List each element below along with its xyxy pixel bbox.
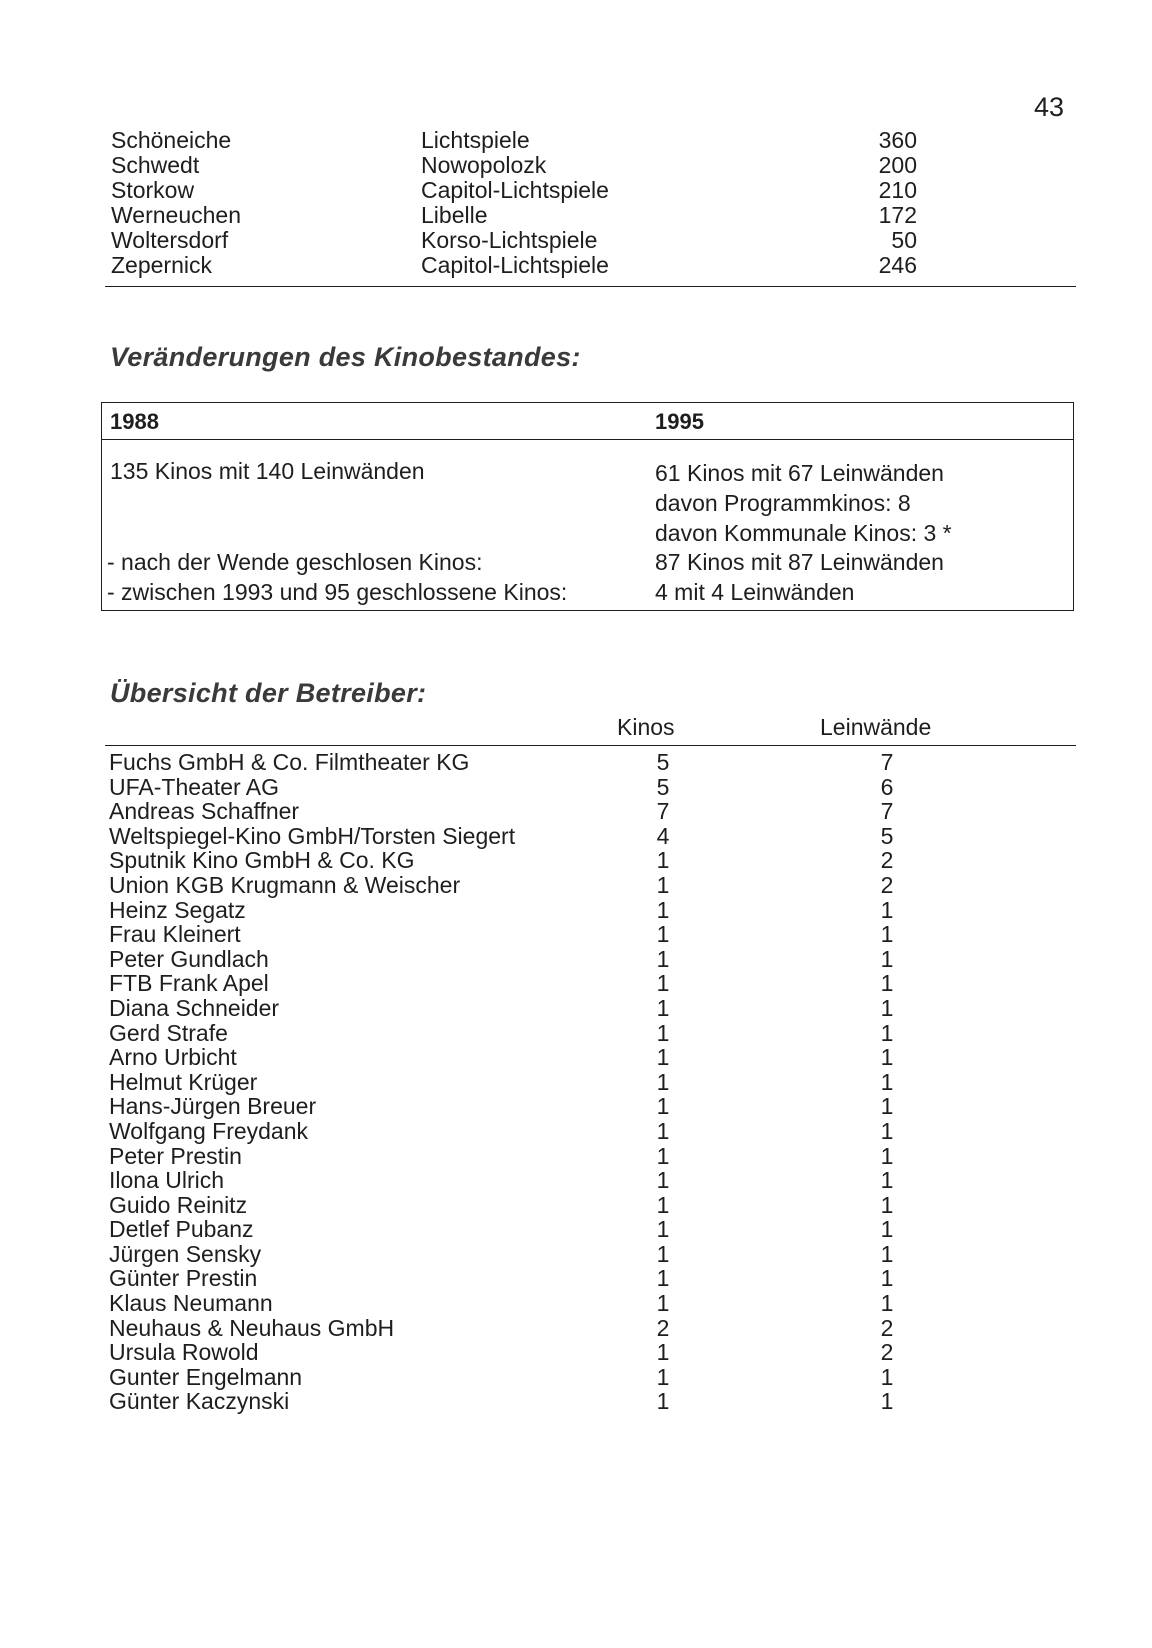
operator-row [105, 1316, 1076, 1341]
operator-row [105, 922, 1076, 947]
cinema-town: Schöneiche [111, 127, 232, 153]
operator-screens: 1 [880, 1388, 894, 1415]
cinema-name: Capitol-Lichtspiele [421, 177, 609, 203]
cinema-seats: 246 [878, 252, 917, 278]
operator-name: FTB Frank Apel [109, 970, 269, 997]
operators-header-rule [105, 745, 1076, 746]
operators-list [105, 750, 1076, 1414]
operator-kinos: 1 [656, 871, 670, 898]
operator-screens: 1 [880, 1044, 894, 1071]
operator-kinos: 1 [656, 1240, 670, 1267]
operator-name: Heinz Segatz [109, 896, 246, 923]
operator-screens: 1 [880, 945, 894, 972]
operator-screens: 6 [880, 773, 894, 800]
operator-kinos: 1 [656, 994, 670, 1021]
cinema-row [105, 253, 1076, 278]
operator-screens: 1 [880, 1019, 894, 1046]
operator-row [105, 775, 1076, 800]
changes-left-main: 135 Kinos mit 140 Leinwänden [110, 458, 425, 484]
operator-screens: 1 [880, 1093, 894, 1120]
operator-name: Günter Prestin [109, 1265, 258, 1292]
operator-row [105, 1389, 1076, 1414]
operator-row [105, 799, 1076, 824]
operator-name: Ilona Ulrich [109, 1167, 225, 1194]
cinema-town: Storkow [111, 177, 195, 203]
operator-screens: 1 [880, 921, 894, 948]
operator-name: Fuchs GmbH & Co. Filmtheater KG [109, 749, 470, 775]
operator-row [105, 1365, 1076, 1390]
operator-kinos: 1 [656, 1093, 670, 1120]
operator-name: Ursula Rowold [109, 1339, 259, 1366]
cinema-row [105, 228, 1076, 253]
changes-table [101, 402, 1074, 611]
cinema-seats: 210 [878, 177, 917, 203]
operator-name: Peter Prestin [109, 1142, 242, 1169]
operator-screens: 1 [880, 1117, 894, 1144]
operator-name: Weltspiegel-Kino GmbH/Torsten Siegert [109, 822, 516, 849]
operator-row [105, 848, 1076, 873]
operator-screens: 1 [880, 1191, 894, 1218]
operator-name: Union KGB Krugmann & Weischer [109, 871, 461, 898]
cinema-name: Capitol-Lichtspiele [421, 252, 609, 278]
closed-between-label: - zwischen 1993 und 95 geschlossene Kinos: [107, 579, 568, 605]
operator-kinos: 1 [656, 1339, 670, 1366]
operator-screens: 2 [880, 1339, 894, 1366]
cinema-seats: 200 [878, 152, 917, 178]
operator-row [105, 1021, 1076, 1046]
operator-row [105, 1266, 1076, 1291]
operator-kinos: 1 [656, 1142, 670, 1169]
operator-kinos: 1 [656, 1216, 670, 1243]
operator-screens: 1 [880, 1142, 894, 1169]
operators-col-screens: Leinwände [820, 714, 932, 740]
operator-screens: 1 [880, 1216, 894, 1243]
cinema-town: Werneuchen [111, 202, 241, 228]
year-1995-header: 1995 [655, 409, 704, 434]
operators-col-kinos: Kinos [617, 714, 675, 740]
operator-name: Sputnik Kino GmbH & Co. KG [109, 847, 415, 874]
operator-row [105, 1045, 1076, 1070]
operator-screens: 1 [880, 1068, 894, 1095]
cinema-town: Schwedt [111, 152, 200, 178]
operator-name: Detlef Pubanz [109, 1216, 254, 1243]
operator-row [105, 1119, 1076, 1144]
changes-right-sub1: davon Programmkinos: 8 [655, 490, 911, 516]
operator-name: Hans-Jürgen Breuer [109, 1093, 317, 1120]
cinema-town: Zepernick [111, 252, 212, 278]
operator-kinos: 1 [656, 1117, 670, 1144]
cinema-row [105, 153, 1076, 178]
operator-kinos: 1 [656, 1191, 670, 1218]
operator-row [105, 1217, 1076, 1242]
cinema-name: Lichtspiele [421, 127, 530, 153]
operator-kinos: 1 [656, 1388, 670, 1415]
operator-name: Günter Kaczynski [109, 1388, 290, 1415]
operator-row [105, 947, 1076, 972]
operator-row [105, 1168, 1076, 1193]
cinema-seats: 360 [878, 127, 917, 153]
operator-row [105, 750, 1076, 775]
operator-name: Arno Urbicht [109, 1044, 237, 1071]
operator-row [105, 1291, 1076, 1316]
operator-name: Frau Kleinert [109, 921, 241, 948]
operator-kinos: 1 [656, 1167, 670, 1194]
operator-kinos: 2 [656, 1314, 670, 1341]
operator-kinos: 1 [656, 945, 670, 972]
operators-heading: Übersicht der Betreiber: [110, 678, 427, 708]
operator-row [105, 873, 1076, 898]
cinema-list [105, 128, 1076, 278]
cinema-row [105, 128, 1076, 153]
operator-screens: 1 [880, 1363, 894, 1390]
operator-kinos: 1 [656, 1068, 670, 1095]
operator-screens: 2 [880, 1314, 894, 1341]
closed-after-label: - nach der Wende geschlosen Kinos: [107, 549, 483, 575]
operator-screens: 1 [880, 896, 894, 923]
operator-name: Gerd Strafe [109, 1019, 228, 1046]
changes-right-main: 61 Kinos mit 67 Leinwänden [655, 460, 944, 486]
operator-kinos: 1 [656, 921, 670, 948]
cinema-list-rule [105, 286, 1076, 287]
operator-name: Klaus Neumann [109, 1290, 273, 1317]
operator-name: Jürgen Sensky [109, 1240, 262, 1267]
page-number: 43 [1034, 92, 1065, 122]
operator-row [105, 1070, 1076, 1095]
operator-kinos: 1 [656, 1019, 670, 1046]
operator-row [105, 1193, 1076, 1218]
operator-kinos: 1 [656, 1044, 670, 1071]
operator-screens: 1 [880, 1167, 894, 1194]
cinema-name: Korso-Lichtspiele [421, 227, 598, 253]
operator-row [105, 1340, 1076, 1365]
operator-kinos: 1 [656, 970, 670, 997]
cinema-town: Woltersdorf [111, 227, 229, 253]
year-1988-header: 1988 [110, 409, 159, 434]
changes-table-header [102, 403, 1073, 440]
operator-row [105, 996, 1076, 1021]
operator-screens: 7 [880, 798, 894, 825]
operator-name: Guido Reinitz [109, 1191, 248, 1218]
operator-name: UFA-Theater AG [109, 773, 280, 800]
operator-screens: 1 [880, 1265, 894, 1292]
operator-row [105, 898, 1076, 923]
operator-name: Diana Schneider [109, 994, 280, 1021]
operator-kinos: 5 [656, 749, 670, 775]
operator-kinos: 4 [656, 822, 670, 849]
operator-row [105, 1144, 1076, 1169]
closed-between-value: 4 mit 4 Leinwänden [655, 579, 855, 605]
operator-name: Neuhaus & Neuhaus GmbH [109, 1314, 395, 1341]
cinema-name: Libelle [421, 202, 488, 228]
cinema-row [105, 178, 1076, 203]
operator-name: Peter Gundlach [109, 945, 269, 972]
changes-right-sub2: davon Kommunale Kinos: 3 * [655, 520, 952, 546]
operator-kinos: 1 [656, 1290, 670, 1317]
operator-name: Gunter Engelmann [109, 1363, 303, 1390]
cinema-seats: 172 [878, 202, 917, 228]
operator-screens: 1 [880, 970, 894, 997]
cinema-name: Nowopolozk [421, 152, 547, 178]
operator-name: Helmut Krüger [109, 1068, 258, 1095]
operator-kinos: 5 [656, 773, 670, 800]
changes-heading: Veränderungen des Kinobestandes: [110, 342, 581, 372]
operator-screens: 1 [880, 994, 894, 1021]
operator-screens: 2 [880, 871, 894, 898]
operator-kinos: 1 [656, 896, 670, 923]
operator-screens: 1 [880, 1290, 894, 1317]
operator-kinos: 1 [656, 847, 670, 874]
operator-screens: 5 [880, 822, 894, 849]
operator-screens: 1 [880, 1240, 894, 1267]
operator-kinos: 1 [656, 1363, 670, 1390]
operator-row [105, 1242, 1076, 1267]
operator-kinos: 7 [656, 798, 670, 825]
operator-name: Andreas Schaffner [109, 798, 300, 825]
operator-name: Wolfgang Freydank [109, 1117, 309, 1144]
operator-screens: 7 [880, 749, 894, 775]
closed-after-value: 87 Kinos mit 87 Leinwänden [655, 549, 944, 575]
operator-row [105, 824, 1076, 849]
cinema-row [105, 203, 1076, 228]
cinema-seats: 50 [891, 227, 917, 253]
operator-row [105, 1094, 1076, 1119]
operator-screens: 2 [880, 847, 894, 874]
operator-row [105, 971, 1076, 996]
operator-kinos: 1 [656, 1265, 670, 1292]
